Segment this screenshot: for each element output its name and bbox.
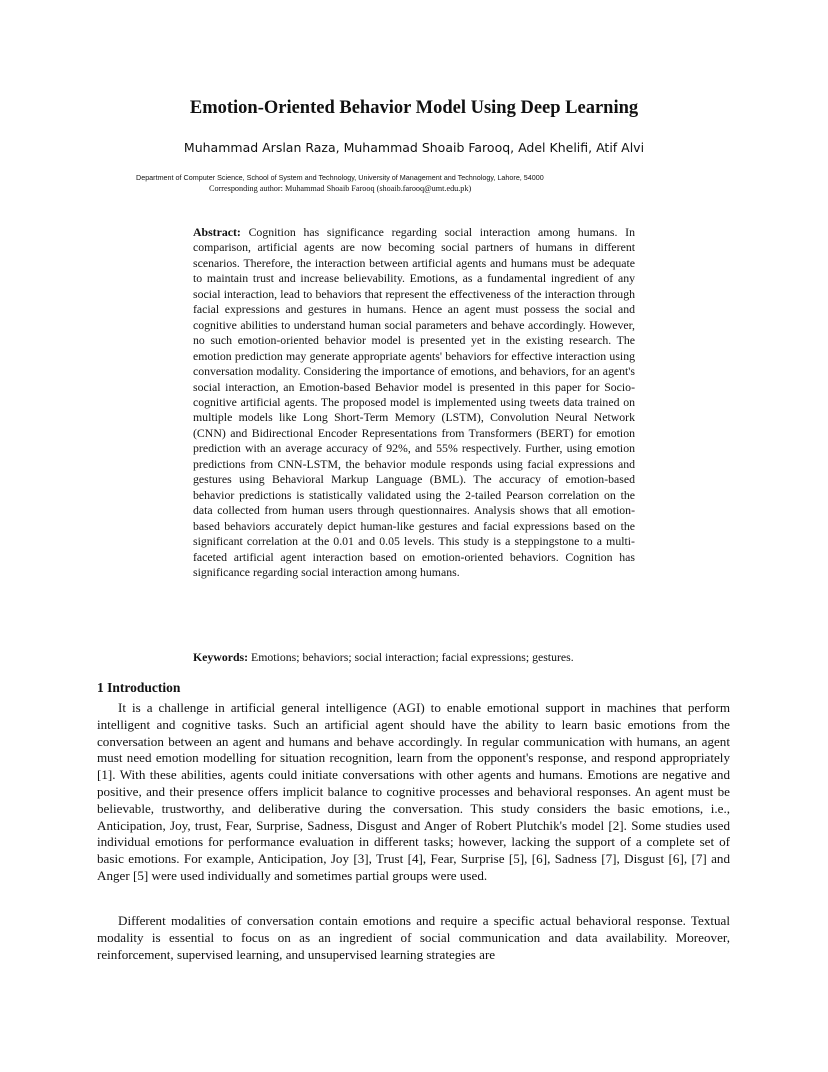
affiliation: Department of Computer Science, School of System and Technology, University of Management and Technology, Lahore, 54000 bbox=[136, 173, 544, 182]
intro-paragraph-1-block bbox=[97, 700, 730, 885]
intro-paragraph-2-block bbox=[97, 913, 730, 963]
corresponding-author: Corresponding author: Muhammad Shoaib Farooq (shoaib.farooq@umt.edu.pk) bbox=[209, 184, 472, 193]
abstract-label: Abstract: bbox=[193, 225, 241, 239]
abstract-text: Cognition has significance regarding social interaction among humans. In comparison, artificial agents are now becoming social partners of humans in different scenarios. Therefore, the interaction between artificial agents and humans must be adequate to maintain trust and increase believability. Emotions, as a fundamental ingredient of any social interaction, lead to behaviors that represent the effectiveness of the interaction through facial expressions and gestures in humans. Hence an agent must possess the social and cognitive abilities to understand human social parameters and behave accordingly. However, no such emotion-oriented behavior model is presented yet in the existing research. The emotion prediction may generate appropriate agents' behaviors for effective interaction using conversation modality. Considering the importance of emotions, and behaviors, for an agent's social interaction, an Emotion-based Behavior model is presented in this paper for Socio-cognitive artificial agents. The proposed model is implemented using tweets data trained on multiple models like Long Short-Term Memory (LSTM), Convolution Neural Network (CNN) and Bidirectional Encoder Representations from Transformers (BERT) for emotion prediction with an average accuracy of 92%, and 55% respectively. Further, using emotion predictions from CNN-LSTM, the behavior module responds using facial expressions and gestures using Behavioral Markup Language (BML). The accuracy of emotion-based behavior predictions is statistically validated using the 2-tailed Pearson correlation on the data collected from human users through questionnaires. Analysis shows that all emotion-based behaviors accurately depict human-like gestures and facial expressions based on the significant correlation at the 0.01 and 0.05 levels. This study is a steppingstone to a multi-faceted artificial agent interaction based on emotion-oriented behaviors. Cognition has significance regarding social interaction among humans. bbox=[193, 225, 636, 579]
author-list: Muhammad Arslan Raza, Muhammad Shoaib Farooq, Adel Khelifi, Atif Alvi bbox=[183, 140, 645, 155]
keywords bbox=[193, 650, 643, 665]
section-heading-introduction: 1 Introduction bbox=[97, 680, 181, 695]
intro-paragraph-2: Different modalities of conversation contain emotions and require a specific actual behavioral response. Textual modality is essential to focus on as an ingredient of social communication and data availability. Moreover, reinforcement, supervised learning, and unsupervised learning strategies are bbox=[97, 913, 730, 962]
keywords-label: Keywords: bbox=[193, 650, 249, 664]
paper-title: Emotion-Oriented Behavior Model Using Deep Learning bbox=[189, 98, 639, 118]
intro-paragraph-1: It is a challenge in artificial general intelligence (AGI) to enable emotional support in machines that perform intelligent and cognitive tasks. Such an artificial agent should have the ability to learn basic emotions from the conversation between an agent and humans and behave accordingly. In regular communication with humans, an agent must need emotion modelling for situation recognition, learn from the opponent's response, and respond appropriately [1]. With these abilities, agents could initiate conversations with other agents and humans. Emotions are negative and positive, and their presence offers implicit balance to cognitive processes and behavioral responses. An agent must be believable, trustworthy, and deliberative during the conversation. This study considers the basic emotions, i.e., Anticipation, Joy, trust, Fear, Surprise, Sadness, Disgust and Anger of Robert Plutchik's model [2]. Some studies used individual emotions for performance evaluation in different tasks; however, lacking the support of a complete set of basic emotions. For example, Anticipation, Joy [3], Trust [4], Fear, Surprise [5], [6], Sadness [7], Disgust [6], [7] and Anger [5] were used individually and sometimes partial groups were used. bbox=[97, 700, 730, 883]
abstract bbox=[193, 225, 635, 580]
keywords-text: Emotions; behaviors; social interaction; facial expressions; gestures. bbox=[251, 650, 574, 664]
